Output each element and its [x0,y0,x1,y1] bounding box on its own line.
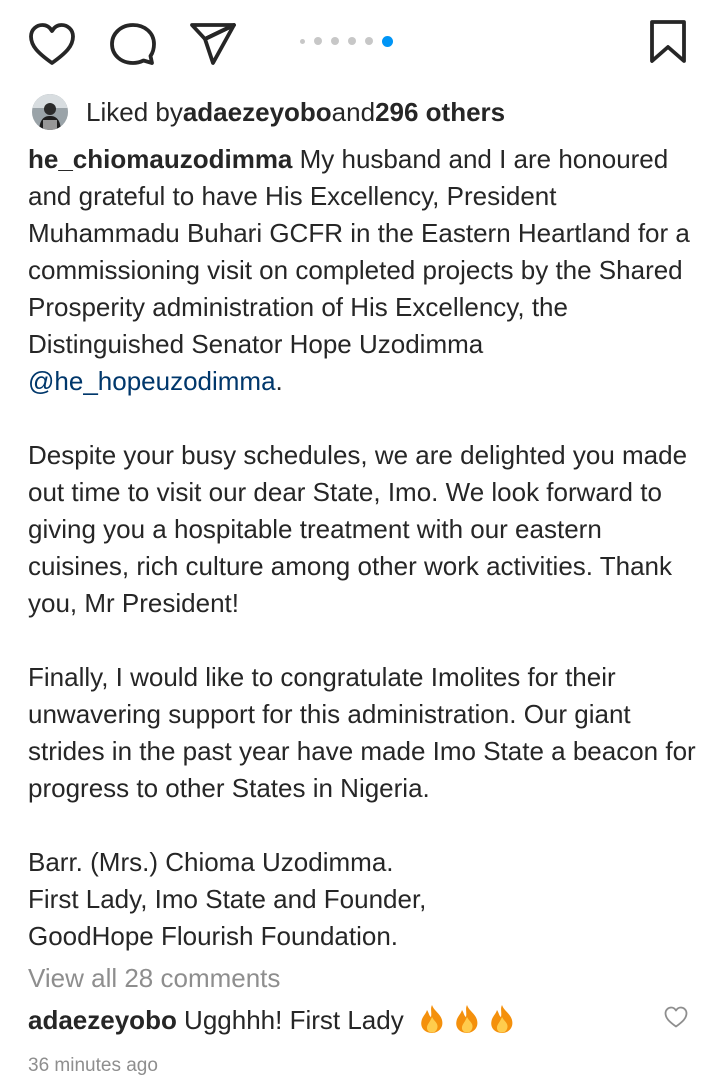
liked-by-others[interactable]: 296 others [375,96,506,127]
caption-text-end: . [275,366,283,396]
signature-line: Barr. (Mrs.) Chioma Uzodimma. [28,847,394,877]
caption-mention[interactable]: @he_hopeuzodimma [28,366,276,396]
comment-row [28,1004,516,1036]
heart-icon[interactable] [28,22,76,66]
fire-icon [418,1004,446,1034]
likes-summary[interactable] [32,94,505,130]
carousel-dot [365,37,373,45]
caption-username[interactable]: he_chiomauzodimma [28,144,293,174]
paper-plane-icon[interactable] [188,21,238,67]
avatar [32,94,68,130]
fire-icon [488,1004,516,1034]
post-timestamp: 36 minutes ago [28,1055,158,1076]
comment-text: Ugghhh! First Lady [176,1005,404,1035]
view-all-comments-link[interactable]: View all 28 comments [28,963,281,993]
carousel-dot [314,37,322,45]
caption-paragraph: Finally, I would like to congratulate Imolites for their unwavering support for this administration. Our giant strides in the past year have made Imo State a beacon for progress to other States in Nigeria. [28,662,696,803]
fire-icon [453,1004,481,1034]
caption-paragraph [28,141,708,400]
carousel-dot-active [382,36,393,47]
comment-like-heart-icon[interactable] [664,1006,688,1028]
carousel-dot [300,39,305,44]
carousel-dot [331,37,339,45]
signature-line: GoodHope Flourish Foundation. [28,921,399,951]
comment-icon[interactable] [109,21,157,67]
carousel-indicator [300,36,393,46]
carousel-dot [348,37,356,45]
liked-by-middle: and [331,96,376,127]
liked-by-user[interactable]: adaezeyobo [182,96,332,127]
signature-line: First Lady, Imo State and Founder, [28,884,427,914]
bookmark-icon[interactable] [648,19,688,65]
liked-by-prefix: Liked by [86,96,183,127]
caption-signature [28,844,708,955]
caption-text: My husband and I are honoured and grateful to have His Excellency, President Muhammadu Buhari GCFR in the Eastern Heartland for a commissioning visit on completed projects by the Shared Prosperity administration of His Excellency, the Distinguished Senator Hope Uzodimma [28,144,690,359]
post-caption [28,141,708,955]
comment-username[interactable]: adaezeyobo [28,1005,177,1035]
caption-paragraph: Despite your busy schedules, we are delighted you made out time to visit our dear State, Imo. We look forward to giving you a hospitable treatment with our eastern cuisines, rich culture among other work activities. Thank you, Mr President! [28,440,688,618]
post-action-bar [0,0,720,88]
